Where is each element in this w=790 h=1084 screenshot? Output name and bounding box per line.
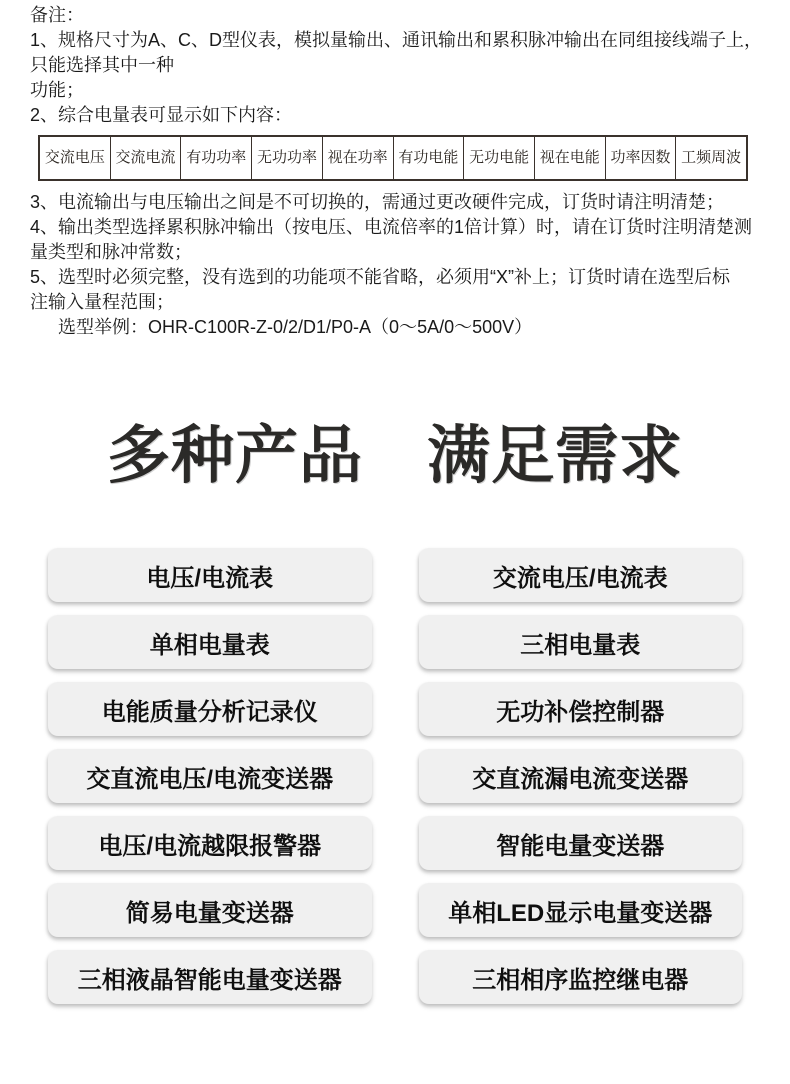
product-button-phase-sequence-relay[interactable]: 三相相序监控继电器 <box>419 950 743 1004</box>
product-button-simple-power-transmitter[interactable]: 简易电量变送器 <box>48 883 372 937</box>
product-button-three-phase-lcd-smart-transmitter[interactable]: 三相液晶智能电量变送器 <box>48 950 372 1004</box>
table-cell: 工频周波 <box>681 149 742 166</box>
note-line: 功能； <box>30 80 84 100</box>
product-button-three-phase-power-meter[interactable]: 三相电量表 <box>419 615 743 669</box>
table-cell: 视在功率 <box>323 137 394 179</box>
product-button-voltage-current-meter[interactable]: 电压/电流表 <box>48 548 372 602</box>
table-cell: 视在电能 <box>535 137 606 179</box>
note-line: 3、电流输出与电压输出之间是不可切换的，需通过更改硬件完成，订货时请注明清楚； <box>30 192 725 212</box>
note-line: 注输入量程范围； <box>30 292 174 312</box>
table-cell: 无功电能 <box>464 137 535 179</box>
table-cell: 功率因数 <box>606 137 677 179</box>
note-line: 4、输出类型选择累积脉冲输出（按电压、电流倍率的1倍计算）时，请在订货时注明清楚测 <box>30 217 753 237</box>
table-cell: 有功功率 <box>181 137 252 179</box>
product-button-single-phase-power-meter[interactable]: 单相电量表 <box>48 615 372 669</box>
remarks-heading: 备注： <box>30 5 84 25</box>
product-button-power-quality-analyzer[interactable]: 电能质量分析记录仪 <box>48 682 372 736</box>
remarks-section <box>0 0 790 340</box>
note-line: 5、选型时必须完整，没有选到的功能项不能省略，必须用“X”补上；订货时请在选型后标 <box>30 267 731 287</box>
product-button-acdc-leakage-current-transmitter[interactable]: 交直流漏电流变送器 <box>419 749 743 803</box>
measurement-display-table <box>38 135 748 181</box>
note-line: 只能选择其中一种 <box>30 55 174 75</box>
note-line: 量类型和脉冲常数； <box>30 242 192 262</box>
table-cell: 交流电流 <box>111 137 182 179</box>
banner-title: 多种产品 满足需求 <box>107 420 683 491</box>
model-example-line: 选型举例：OHR-C100R-Z-0/2/D1/P0-A（0～5A/0～500V） <box>58 317 533 337</box>
table-cell: 有功电能 <box>394 137 465 179</box>
table-cell: 交流电压 <box>40 137 111 179</box>
product-button-acdc-voltage-current-transmitter[interactable]: 交直流电压/电流变送器 <box>48 749 372 803</box>
product-button-reactive-compensation-controller[interactable]: 无功补偿控制器 <box>419 682 743 736</box>
table-cell: 无功功率 <box>252 137 323 179</box>
product-button-smart-power-transmitter[interactable]: 智能电量变送器 <box>419 816 743 870</box>
product-grid <box>0 548 790 1004</box>
product-button-limit-alarm[interactable]: 电压/电流越限报警器 <box>48 816 372 870</box>
product-button-ac-voltage-current-meter[interactable]: 交流电压/电流表 <box>419 548 743 602</box>
note-line: 1、规格尺寸为A、C、D型仪表，模拟量输出、通讯输出和累积脉冲输出在同组接线端子上， <box>30 30 763 50</box>
note-line: 2、综合电量表可显示如下内容： <box>30 105 293 125</box>
product-button-single-phase-led-power-transmitter[interactable]: 单相LED显示电量变送器 <box>419 883 743 937</box>
